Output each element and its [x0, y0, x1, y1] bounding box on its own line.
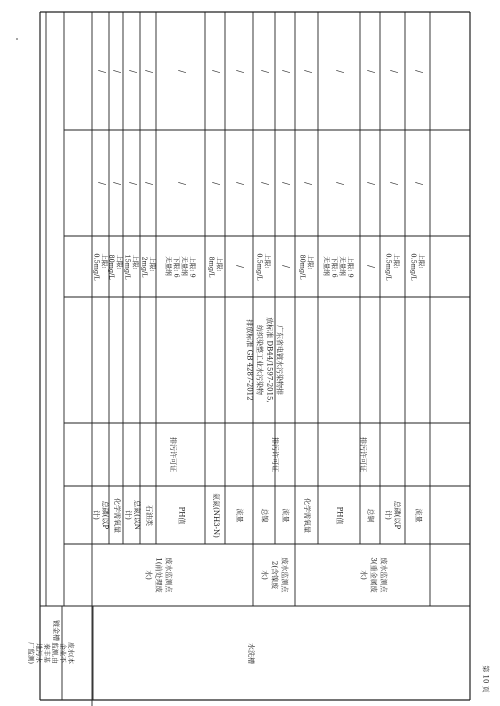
page-number: 第 10 页	[481, 665, 490, 693]
limit-flow2: /	[280, 264, 291, 269]
pollutant-tn1: 总氮(以N 计)	[123, 500, 141, 530]
permit-cell-1: 排污许可证	[169, 437, 177, 472]
slash-cell	[109, 130, 123, 236]
permit-cell-3: 排污许可证	[359, 437, 367, 472]
slash-cell	[360, 130, 380, 236]
pollutant-cod1: 化学需氧量	[112, 497, 121, 533]
slash-mark: /	[334, 69, 345, 73]
pollutant-flow2: 流量	[281, 508, 290, 522]
slash-mark: /	[95, 181, 106, 185]
slash-cell	[275, 130, 295, 236]
pollutant-cod3: 化学需氧量	[303, 497, 311, 533]
pollutant-ph1: PH值	[176, 506, 185, 524]
slash-cell	[318, 12, 360, 130]
slash-mark: /	[175, 69, 186, 73]
slash-mark: /	[301, 181, 312, 185]
limit-flow3: 上限: 0.5mg/L	[409, 252, 426, 281]
slash-cell	[225, 130, 253, 236]
wastewater-label: 废水(本 企业不 监测,由 秦丰基 地污水 厂监测)	[27, 641, 76, 665]
slash-mark: /	[301, 69, 312, 73]
slash-cell	[92, 130, 109, 236]
slash-cell	[275, 12, 295, 130]
limit-tp1: 上限: 0.5mg/L	[92, 252, 109, 281]
slash-mark: /	[412, 181, 423, 185]
monitoring-point-2: 废水监测点 2(含镍废 水)	[260, 557, 288, 593]
slash-cell	[205, 12, 225, 130]
slash-mark: /	[387, 69, 398, 73]
pollutant-ni: 总镍	[260, 508, 269, 522]
slash-mark: /	[175, 181, 186, 185]
slash-cell	[205, 130, 225, 236]
slash-cell	[405, 12, 430, 130]
slash-mark: /	[210, 69, 221, 73]
pollutant-oil: 石油类	[144, 504, 153, 526]
slash-mark: /	[210, 181, 221, 185]
slash-mark: /	[412, 69, 423, 73]
pollutant-nh3: 氨氮(NH3-N)	[211, 492, 220, 538]
slash-cell	[380, 130, 405, 236]
slash-cell	[140, 12, 156, 130]
limit-nh3: 上限: 8mg/L	[207, 256, 223, 277]
monitoring-point-3: 废水监测点 3(重金属废 水)	[360, 557, 388, 593]
scan-dot	[16, 38, 18, 40]
slash-cell	[123, 12, 140, 130]
limit-ph3: 上限: 9 无量纲 下限: 6 无量纲	[323, 255, 355, 278]
slash-mark: /	[234, 181, 245, 185]
permit-cell-2: 排污许可证	[270, 437, 279, 472]
slash-mark: /	[126, 181, 137, 185]
monitoring-point-1: 废水监测点 1(前处理废 水)	[144, 557, 173, 593]
limit-tp3: 上限: 0.5mg/L	[384, 252, 401, 281]
slash-cell	[156, 12, 205, 130]
slash-cell	[156, 130, 205, 236]
slash-mark: /	[234, 69, 245, 73]
tank-label: 水洗槽	[246, 642, 255, 664]
slash-mark: /	[143, 181, 154, 185]
slash-cell	[123, 130, 140, 236]
slash-cell	[295, 12, 318, 130]
pollutant-cu: 总铜	[366, 508, 375, 522]
slash-cell	[380, 12, 405, 130]
slash-mark: /	[387, 181, 398, 185]
slash-cell	[405, 130, 430, 236]
slash-cell	[92, 12, 109, 130]
limit-cod3: 上限: 80mg/L	[298, 253, 315, 280]
limit-oil: 上限: 2mg/L	[140, 256, 156, 277]
slash-mark: /	[111, 181, 122, 185]
pollutant-tp1: 总磷(以P 计)	[92, 500, 110, 530]
slash-cell	[253, 130, 275, 236]
category-label: 镀金槽	[51, 619, 60, 641]
slash-cell	[318, 130, 360, 236]
limit-cu: /	[365, 264, 376, 269]
limit-cod1: 上限: 80mg/L	[108, 253, 125, 280]
limit-flow1: /	[234, 264, 245, 269]
pollutant-ph3: PH值	[335, 506, 344, 524]
slash-cell	[295, 130, 318, 236]
slash-mark: /	[365, 181, 376, 185]
slash-mark: /	[95, 69, 106, 73]
slash-mark: /	[259, 69, 270, 73]
wastewater-cell	[27, 606, 76, 700]
slash-mark: /	[280, 181, 291, 185]
slash-cell	[109, 12, 123, 130]
slash-mark: /	[365, 69, 376, 73]
slash-mark: /	[111, 69, 122, 73]
slash-mark: /	[280, 69, 291, 73]
pollutant-tp3: 总磷(以P 计)	[384, 500, 402, 530]
slash-mark: /	[259, 181, 270, 185]
pollutant-flow1: 流量	[235, 508, 244, 522]
limit-ni: 上限: 0.5mg/L	[256, 252, 273, 281]
slash-cell	[225, 12, 253, 130]
limit-tn1: 上限: 15mg/L	[123, 253, 140, 280]
slash-mark: /	[334, 181, 345, 185]
slash-cell	[140, 130, 156, 236]
limit-ph1: 上限: 9 无量纲 下限: 6 无量纲	[164, 255, 197, 278]
pollutant-flow3: 流量	[414, 508, 422, 522]
slash-mark: /	[126, 69, 137, 73]
slash-cell	[360, 12, 380, 130]
standard-cell: 广东省电镀水污染物排 放标准 DB44/1597-2015, 纺织染整工业水污染物 排放标准 GB 4287-2012	[246, 317, 284, 403]
slash-mark: /	[143, 69, 154, 73]
tank-cell	[230, 606, 270, 700]
slash-cell	[253, 12, 275, 130]
